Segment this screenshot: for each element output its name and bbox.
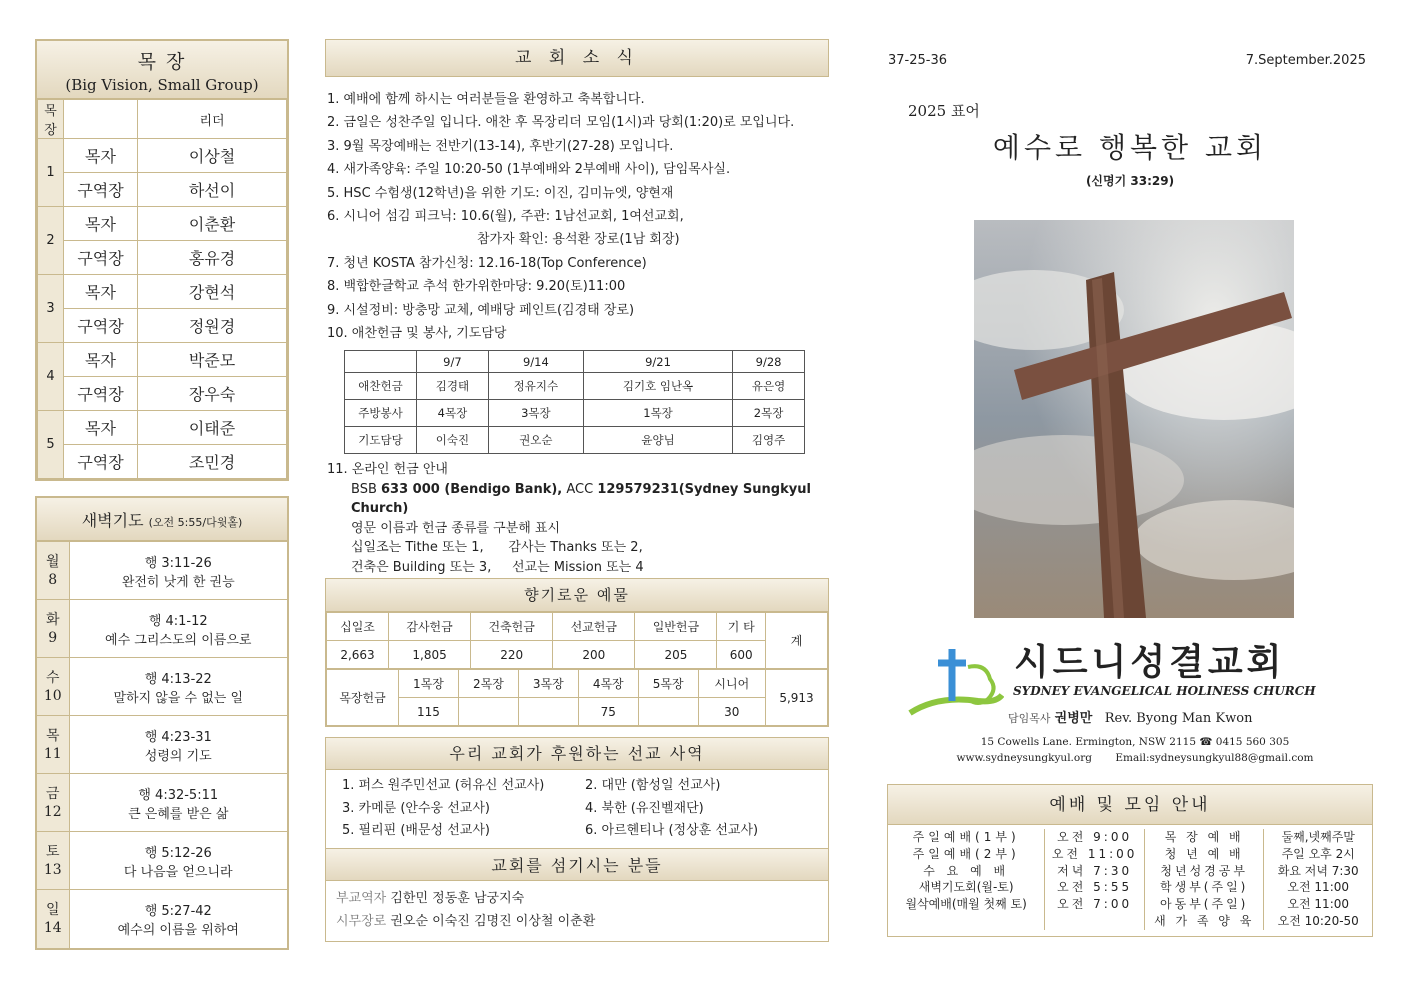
offering-value: 200 — [553, 641, 635, 669]
dawn-title: 새벽기도 — [81, 511, 144, 530]
day-name: 목 — [45, 727, 60, 744]
meeting-time: 주일 오후 2시 — [1281, 846, 1355, 861]
duty-cell: 3목장 — [488, 400, 583, 427]
bulletin-code: 37-25-36 — [888, 53, 948, 68]
mission-item: 4. 북한 (유진벨재단) — [585, 800, 704, 816]
role: 목자 — [64, 411, 138, 445]
mokjang-subtitle: (Big Vision, Small Group) — [65, 76, 259, 94]
dawn-row — [37, 890, 287, 948]
sermon-theme: 완전히 낫게 한 권능 — [121, 574, 235, 590]
day-name: 토 — [45, 843, 60, 860]
meeting-name: 아동부(주일) — [1160, 897, 1249, 912]
duty-cell: 권오순 — [488, 427, 583, 454]
news-item: 1. 예배에 함께 하시는 여러분들을 환영하고 축복합니다. — [327, 92, 645, 107]
dawn-time: (오전 5:55/다윗홀) — [148, 516, 243, 529]
news-item: 7. 청년 KOSTA 참가신청: 12.16-18(Top Conference) — [327, 255, 647, 271]
meeting-name: 청 년 예 배 — [1164, 846, 1244, 861]
news-header: 교 회 소 식 — [325, 39, 829, 77]
sermon-theme: 말하지 않을 수 없는 일 — [113, 690, 244, 706]
dawn-row — [37, 658, 287, 716]
duty-date: 9/28 — [733, 351, 805, 373]
day-date: 13 — [43, 861, 62, 878]
group-header: 4목장 — [578, 670, 638, 698]
day-date: 14 — [43, 919, 62, 936]
mission-item: 2. 대만 (함성일 선교사) — [585, 778, 721, 793]
duty-label: 기도담당 — [345, 427, 417, 454]
worship-schedule-panel — [887, 784, 1373, 937]
service-name: 주일예배(1부) — [912, 830, 1020, 844]
group-num: 1 — [38, 139, 64, 207]
offering-total: 5,913 — [766, 670, 828, 726]
day-name: 일 — [45, 901, 60, 918]
leader-name: 장우숙 — [138, 377, 287, 411]
pastor-line — [1008, 707, 1252, 726]
scripture-ref: 행 4:13-22 — [144, 671, 212, 687]
sermon-theme: 예수 그리스도의 이름으로 — [105, 632, 252, 648]
meeting-time: 오전 10:20-50 — [1277, 913, 1359, 928]
bulletin-date: 7.September.2025 — [1245, 53, 1366, 68]
role: 목자 — [64, 343, 138, 377]
group-num: 5 — [38, 411, 64, 479]
acc-value: 129579231(Sydney Sungkyul Church) — [351, 481, 811, 516]
group-value — [638, 698, 698, 726]
leader-name: 이태준 — [138, 411, 287, 445]
leader-name: 조민경 — [138, 445, 287, 479]
meeting-time: 둘째,넷째주말 — [1281, 830, 1355, 844]
mission-item: 6. 아르헨티나 (정상훈 선교사) — [585, 823, 759, 838]
news-item: 3. 9월 목장예배는 전반기(13-14), 후반기(27-28) 모입니다. — [327, 138, 674, 154]
scripture-ref: 행 4:23-31 — [144, 729, 212, 745]
pastor-name: 권병만 — [1054, 711, 1093, 726]
leader-name: 이춘환 — [138, 207, 287, 241]
news-item-cont: 참가자 확인: 용석환 장로(1남 회장) — [477, 232, 680, 248]
group-value: 30 — [698, 698, 765, 726]
staff-row — [336, 887, 818, 910]
leader-name: 강현석 — [138, 275, 287, 309]
role: 목자 — [64, 275, 138, 309]
staff-label: 시무장로 — [336, 913, 387, 929]
duty-table — [344, 350, 805, 454]
group-num: 2 — [38, 207, 64, 275]
pastor-label: 담임목사 — [1008, 712, 1051, 725]
online-line: 영문 이름과 헌금 종류를 구분해 표시 — [351, 520, 561, 536]
service-name: 수 요 예 배 — [923, 863, 1010, 878]
service-time: 오전 7:00 — [1057, 897, 1133, 912]
duty-label: 애찬헌금 — [345, 373, 417, 400]
sermon-theme: 큰 은혜를 받은 삶 — [128, 806, 229, 822]
leader-name: 이상철 — [138, 139, 287, 173]
group-header: 2목장 — [458, 670, 518, 698]
sermon-theme: 예수의 이름을 위하여 — [117, 922, 239, 938]
group-num: 4 — [38, 343, 64, 411]
dawn-table — [37, 541, 287, 948]
acc-label: ACC — [562, 481, 598, 497]
service-name: 새벽기도회(월-토) — [918, 880, 1014, 895]
meeting-name: 새 가 족 양 육 — [1154, 913, 1255, 928]
role: 구역장 — [64, 445, 138, 479]
news-item: 4. 새가족양육: 주일 10:20-50 (1부예배와 2부예배 사이), 담임목사실. — [327, 162, 731, 178]
leader-name: 정원경 — [138, 309, 287, 343]
group-value: 115 — [399, 698, 459, 726]
offering-panel — [325, 578, 829, 727]
offering-value: 600 — [717, 641, 766, 669]
group-header: 5목장 — [638, 670, 698, 698]
day-date: 8 — [48, 571, 58, 588]
meeting-name: 청년성경공부 — [1160, 863, 1248, 878]
day-date: 12 — [43, 803, 62, 820]
duty-cell: 김기호 임난옥 — [583, 373, 732, 400]
meeting-time: 오전 11:00 — [1287, 897, 1350, 912]
day-name: 금 — [45, 785, 60, 802]
dawn-row — [37, 832, 287, 890]
mission-title: 우리 교회가 후원하는 선교 사역 — [326, 738, 828, 770]
contact-info — [900, 734, 1370, 766]
duty-cell: 4목장 — [417, 400, 489, 427]
meeting-time: 화요 저녁 7:30 — [1277, 863, 1359, 878]
offering-header: 일반헌금 — [635, 613, 717, 641]
staff-title: 교회를 섬기시는 분들 — [326, 848, 828, 881]
duty-cell: 김영주 — [733, 427, 805, 454]
service-time: 저녁 7:30 — [1057, 863, 1133, 878]
dawn-row — [37, 716, 287, 774]
col-leader-header: 리더 — [138, 100, 287, 139]
duty-date: 9/21 — [583, 351, 732, 373]
staff-label: 부교역자 — [336, 890, 387, 906]
staff-names: 김한민 정동훈 남궁지숙 — [390, 890, 525, 906]
church-name-en: SYDNEY EVANGELICAL HOLINESS CHURCH — [1013, 684, 1316, 698]
service-times — [1045, 829, 1145, 930]
leader-name: 홍유경 — [138, 241, 287, 275]
offering-header: 감사헌금 — [389, 613, 471, 641]
duty-cell: 이숙진 — [417, 427, 489, 454]
cross-photo — [974, 220, 1294, 618]
mission-panel — [325, 737, 829, 942]
news-item: 10. 애찬헌금 및 봉사, 기도담당 — [327, 326, 507, 342]
pastor-name-en: Rev. Byong Man Kwon — [1104, 711, 1253, 726]
leader-name: 하선이 — [138, 173, 287, 207]
scripture-ref: 행 5:12-26 — [144, 845, 212, 861]
news-item: 8. 백합한글학교 추석 한가위한마당: 9.20(토)11:00 — [327, 279, 626, 295]
address: 15 Cowells Lane. Ermington, NSW 2115 ☎ 0415 560 305 — [980, 736, 1290, 748]
motto: 예수로 행복한 교회 — [992, 131, 1268, 164]
role: 목자 — [64, 207, 138, 241]
day-name: 월 — [45, 553, 60, 570]
meeting-name: 학생부(주일) — [1160, 880, 1249, 895]
meeting-times — [1264, 829, 1372, 930]
scripture-ref: 행 3:11-26 — [144, 555, 212, 571]
online-line: 건축은 Building 또는 3, 선교는 Mission 또는 4 — [351, 559, 644, 575]
news-item: 5. HSC 수험생(12학년)을 위한 기도: 이진, 김미뉴엣, 양현재 — [327, 185, 674, 201]
group-header: 1목장 — [399, 670, 459, 698]
offering-table — [326, 612, 828, 669]
offering-header: 십일조 — [327, 613, 389, 641]
offering-value: 2,663 — [327, 641, 389, 669]
worship-schedule — [888, 825, 1372, 936]
motto-verse: (신명기 33:29) — [1085, 174, 1175, 188]
duty-date: 9/7 — [417, 351, 489, 373]
offering-header: 선교헌금 — [553, 613, 635, 641]
bsb-value: 633 000 (Bendigo Bank), — [381, 481, 563, 497]
duty-date: 9/14 — [488, 351, 583, 373]
staff-list — [326, 881, 828, 941]
staff-names: 권오순 이숙진 김명진 이상철 이춘환 — [390, 913, 596, 929]
meeting-names — [1145, 829, 1265, 930]
role: 구역장 — [64, 241, 138, 275]
duty-cell: 2목장 — [733, 400, 805, 427]
service-time: 오전 5:55 — [1057, 880, 1133, 895]
group-value — [458, 698, 518, 726]
day-name: 화 — [45, 611, 60, 628]
group-header: 3목장 — [518, 670, 578, 698]
dawn-row — [37, 542, 287, 600]
service-names — [888, 829, 1045, 930]
role: 구역장 — [64, 309, 138, 343]
leader-name: 박준모 — [138, 343, 287, 377]
sermon-theme: 다 나음을 얻으니라 — [123, 864, 233, 880]
worship-title: 예배 및 모임 안내 — [888, 785, 1372, 825]
bsb-label: BSB — [351, 481, 381, 497]
web-email-line — [900, 750, 1370, 766]
service-name: 월삭예배(매월 첫째 토) — [905, 897, 1027, 912]
scripture-ref: 행 5:27-42 — [144, 903, 212, 919]
online-line: 십일조는 Tithe 또는 1, 감사는 Thanks 또는 2, — [351, 540, 643, 555]
mokjang-panel — [35, 39, 289, 481]
duty-cell: 유은영 — [733, 373, 805, 400]
church-name: 시드니성결교회 — [1014, 642, 1286, 683]
offering-value: 220 — [471, 641, 553, 669]
online-account — [327, 480, 837, 519]
news-item: 2. 금일은 성찬주일 입니다. 애찬 후 목장리더 모임(1시)과 당회(1:20)로 모입니다. — [327, 115, 795, 131]
mokjang-table — [37, 99, 287, 479]
dawn-row — [37, 774, 287, 832]
mission-item: 1. 퍼스 원주민선교 (허유신 선교사) — [342, 778, 545, 793]
group-value: 75 — [578, 698, 638, 726]
news-item: 6. 시니어 섬김 피크닉: 10.6(월), 주관: 1남선교회, 1여선교회, — [327, 209, 684, 225]
scripture-ref: 행 4:1-12 — [148, 613, 208, 629]
offering-header: 기 타 — [717, 613, 766, 641]
group-offering-label: 목장헌금 — [327, 670, 399, 726]
church-logo-icon — [908, 645, 1004, 717]
role: 목자 — [64, 139, 138, 173]
news-item: 9. 시설정비: 방충망 교체, 예배당 페인트(김경태 장로) — [327, 302, 635, 318]
mission-item: 5. 필리핀 (배문성 선교사) — [342, 823, 490, 838]
day-name: 수 — [45, 669, 60, 686]
dawn-row — [37, 600, 287, 658]
mission-item: 3. 카메룬 (안수웅 선교사) — [342, 800, 490, 816]
duty-cell: 정유지수 — [488, 373, 583, 400]
offering-value: 1,805 — [389, 641, 471, 669]
service-time: 오전 11:00 — [1051, 846, 1138, 861]
duty-cell: 1목장 — [583, 400, 732, 427]
mokjang-header — [37, 41, 287, 99]
service-name: 주일예배(2부) — [912, 846, 1020, 861]
total-label: 계 — [766, 613, 828, 669]
offering-title: 향기로운 예물 — [326, 579, 828, 612]
mokjang-title: 목 장 — [137, 51, 187, 73]
day-date: 9 — [48, 629, 58, 646]
scripture-ref: 행 4:32-5:11 — [138, 787, 219, 803]
sermon-theme: 성령의 기도 — [144, 748, 212, 764]
duty-label: 주방봉사 — [345, 400, 417, 427]
meeting-name: 목 장 예 배 — [1164, 830, 1244, 844]
news-list — [327, 88, 837, 345]
website: www.sydneysungkyul.org — [956, 752, 1092, 764]
dawn-header — [37, 498, 287, 541]
group-value — [518, 698, 578, 726]
motto-year: 2025 표어 — [908, 102, 980, 120]
meeting-time: 오전 11:00 — [1287, 880, 1350, 895]
role: 구역장 — [64, 173, 138, 207]
staff-row — [336, 910, 818, 933]
mission-list — [326, 770, 828, 848]
online-offering — [327, 460, 837, 577]
service-time: 오전 9:00 — [1057, 830, 1133, 844]
offering-header: 건축헌금 — [471, 613, 553, 641]
role: 구역장 — [64, 377, 138, 411]
email: Email:sydneysungkyul88@gmail.com — [1115, 752, 1314, 764]
group-offering-table — [326, 669, 828, 726]
duty-cell: 김경태 — [417, 373, 489, 400]
day-date: 11 — [43, 745, 62, 762]
col-num-header: 목장 — [38, 100, 64, 139]
duty-cell: 윤양님 — [583, 427, 732, 454]
group-header: 시니어 — [698, 670, 765, 698]
online-title: 11. 온라인 헌금 안내 — [327, 462, 448, 477]
offering-value: 205 — [635, 641, 717, 669]
day-date: 10 — [43, 687, 62, 704]
dawn-prayer-panel — [35, 496, 289, 950]
group-num: 3 — [38, 275, 64, 343]
